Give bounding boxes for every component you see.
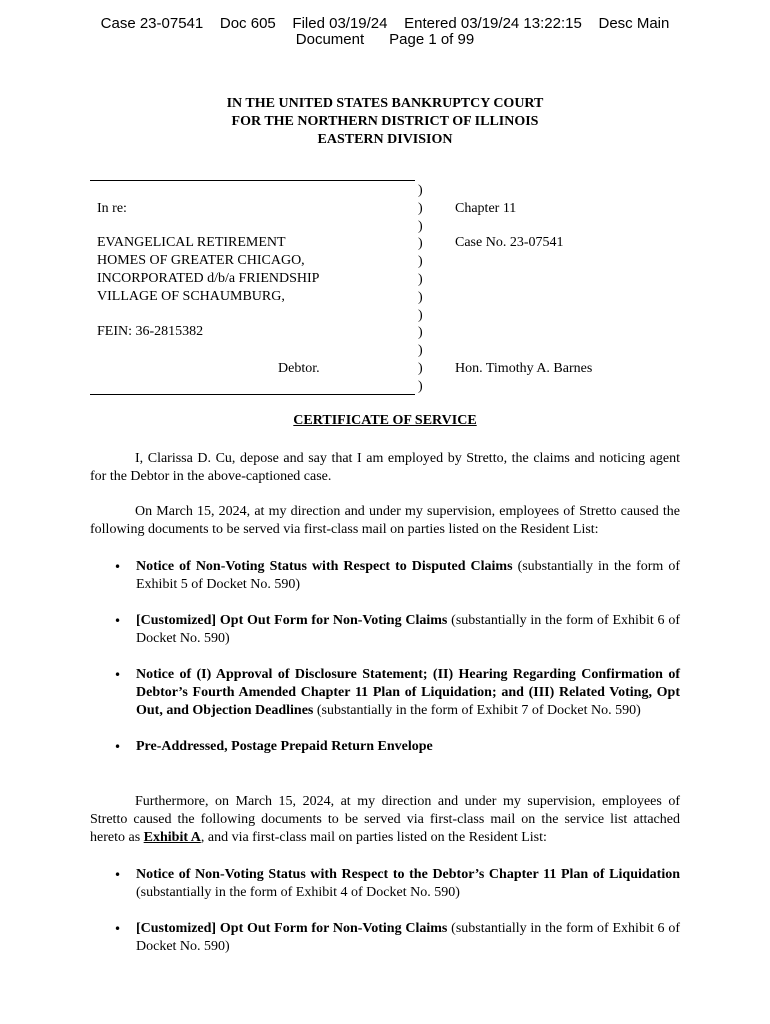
debtor-label: Debtor. <box>278 361 320 376</box>
served-documents-list-1 <box>136 558 680 756</box>
item-detail: (substantially in the form of Exhibit 5 of Docket No. 590) <box>136 559 680 592</box>
item-title: [Customized] Opt Out Form for Non-Voting Claims <box>136 921 448 936</box>
item-detail: (substantially in the form of Exhibit 6 of Docket No. 590) <box>136 613 680 646</box>
list-item <box>136 612 680 648</box>
item-title: Notice of Non-Voting Status with Respect to Disputed Claims <box>136 559 513 574</box>
list-item <box>136 558 680 594</box>
item-title: [Customized] Opt Out Form for Non-Voting Claims <box>136 613 448 628</box>
paren: ) <box>418 289 423 305</box>
debtor-name <box>97 234 319 306</box>
list-item <box>136 920 680 956</box>
court-heading-line-3: EASTERN DIVISION <box>317 132 453 147</box>
paragraph-text: On March 15, 2024, at my direction and under my supervision, employees of Stretto caused the following documents to be served via first-class mail on parties listed on the Resident List: <box>90 504 680 537</box>
paren: ) <box>418 254 423 270</box>
debtor-name-line: VILLAGE OF SCHAUMBURG, <box>97 289 285 304</box>
paren: ) <box>418 325 423 341</box>
item-title: Notice of Non-Voting Status with Respect to the Debtor’s Chapter 11 Plan of Liquidation <box>136 867 680 882</box>
debtor-name-line: EVANGELICAL RETIREMENT <box>97 235 286 250</box>
debtor-name-line: HOMES OF GREATER CHICAGO, <box>97 253 305 268</box>
in-re-label: In re: <box>97 201 127 216</box>
exhibit-a-reference: Exhibit A <box>143 830 201 845</box>
caption-paren-column <box>418 182 423 396</box>
list-item <box>136 738 680 756</box>
list-item <box>136 866 680 902</box>
paren: ) <box>418 236 423 252</box>
court-heading-line-1: IN THE UNITED STATES BANKRUPTCY COURT <box>226 96 544 111</box>
paragraph-declarant <box>90 450 680 486</box>
paren: ) <box>418 307 423 323</box>
paren: ) <box>418 200 423 216</box>
item-detail: (substantially in the form of Exhibit 6 of Docket No. 590) <box>136 921 680 954</box>
judge-name: Hon. Timothy A. Barnes <box>455 361 593 376</box>
debtor-name-line: INCORPORATED d/b/a FRIENDSHIP <box>97 271 320 286</box>
list-item <box>136 666 680 720</box>
caption-top-rule <box>90 180 415 181</box>
paragraph-text: I, Clarissa D. Cu, depose and say that I am employed by Stretto, the claims and noticing agent for the Debtor in the above-captioned case. <box>90 451 680 484</box>
item-title: Notice of (I) Approval of Disclosure Statement; (II) Hearing Regarding Confirmation of Debtor’s Fourth Amended Chapter 11 Plan of Liquidation; and (III) Related Voting, Opt Out, and Objection Deadlines <box>136 667 680 718</box>
document-title: CERTIFICATE OF SERVICE <box>293 413 477 428</box>
ecf-header-line-1: Case 23-07541 Doc 605 Filed 03/19/24 Entered 03/19/24 13:22:15 Desc Main <box>100 15 670 32</box>
item-detail: (substantially in the form of Exhibit 4 of Docket No. 590) <box>136 885 460 900</box>
paren: ) <box>418 378 423 394</box>
paren: ) <box>418 343 423 359</box>
paren: ) <box>418 360 423 376</box>
court-heading-line-2: FOR THE NORTHERN DISTRICT OF ILLINOIS <box>231 114 539 129</box>
item-detail: (substantially in the form of Exhibit 7 of Docket No. 590) <box>313 703 641 718</box>
paragraph-text: , and via first-class mail on parties listed on the Resident List: <box>200 830 547 845</box>
paren: ) <box>418 183 423 198</box>
court-heading <box>0 95 770 149</box>
chapter-label: Chapter 11 <box>455 201 517 216</box>
paren: ) <box>418 218 423 234</box>
item-title: Pre-Addressed, Postage Prepaid Return Envelope <box>136 739 433 754</box>
fein-number: FEIN: 36-2815382 <box>97 324 204 339</box>
ecf-header-line-2: Document Page 1 of 99 <box>295 31 475 48</box>
caption-bottom-rule <box>90 394 415 395</box>
case-number: Case No. 23-07541 <box>455 235 564 250</box>
served-documents-list-2 <box>136 866 680 956</box>
paragraph-service-1 <box>90 503 680 539</box>
paragraph-text: Furthermore, on March 15, 2024, at my direction and under my supervision, employees of Stretto caused the following documents to be served via first-class mail on the service list attached hereto as <box>90 794 680 845</box>
paren: ) <box>418 271 423 287</box>
paragraph-service-2 <box>90 793 680 847</box>
